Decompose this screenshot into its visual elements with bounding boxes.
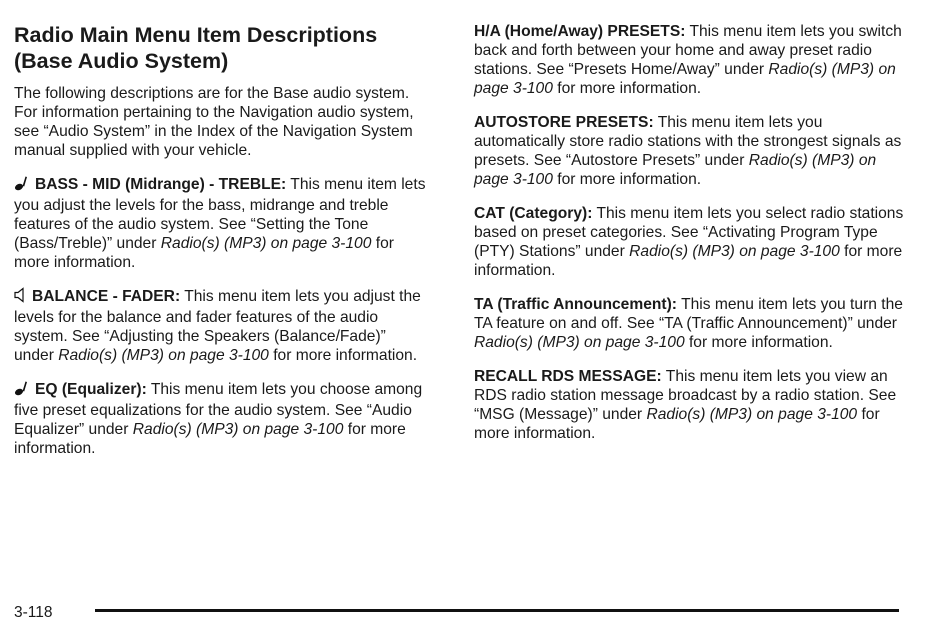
item-label: H/A (Home/Away) PRESETS:	[474, 23, 686, 40]
item-category	[474, 204, 904, 280]
page-title: Radio Main Menu Item Descriptions (Base Audio System)	[14, 23, 378, 73]
item-tail: for more information.	[557, 80, 702, 97]
item-text: This menu item lets you choose among five preset equalizations for the audio system. See “Audio Equalizer” under	[14, 381, 423, 438]
item-tail: for more information.	[474, 406, 880, 442]
item-reference: Radio(s) (MP3) on page 3-100	[160, 235, 372, 252]
item-reference: Radio(s) (MP3) on page 3-100	[474, 152, 877, 188]
item-bass-mid-treble	[14, 175, 426, 272]
item-traffic-announcement	[474, 295, 904, 352]
item-reference: Radio(s) (MP3) on page 3-100	[474, 61, 896, 97]
item-balance-fader	[14, 287, 426, 365]
music-note-icon	[14, 175, 29, 196]
item-home-away-presets	[474, 22, 904, 98]
item-equalizer	[14, 380, 426, 458]
item-reference: Radio(s) (MP3) on page 3-100	[58, 347, 269, 364]
item-tail: for more information.	[688, 334, 833, 351]
item-tail: for more information.	[14, 235, 394, 271]
item-text: This menu item lets you adjust the levels for the bass, midrange and treble features of the audio system. See “Setting the Tone (Bass/Treble)” under	[14, 176, 426, 252]
item-reference: Radio(s) (MP3) on page 3-100	[474, 334, 685, 351]
music-note-icon	[14, 380, 29, 401]
item-tail: for more information.	[474, 243, 903, 279]
item-reference: Radio(s) (MP3) on page 3-100	[132, 421, 344, 438]
item-autostore-presets	[474, 113, 904, 189]
page-number: 3-118	[14, 604, 53, 621]
right-column	[474, 22, 904, 458]
left-column	[14, 22, 426, 473]
item-text: This menu item lets you switch back and forth between your home and away preset radio stations. See “Presets Home/Away” under	[474, 23, 902, 78]
item-label: EQ (Equalizer):	[35, 381, 147, 398]
speaker-icon	[14, 287, 26, 308]
item-label: BALANCE - FADER:	[32, 288, 181, 305]
item-label: AUTOSTORE PRESETS:	[474, 114, 654, 131]
footer-divider	[95, 609, 899, 612]
item-text: This menu item lets you adjust the levels for the balance and fader features of the audio system. See “Adjusting the Speakers (Balance/Fade)” under	[14, 288, 421, 364]
item-label: RECALL RDS MESSAGE:	[474, 368, 662, 385]
item-text: This menu item lets you turn the TA feature on and off. See “TA (Traffic Announcement)” under	[474, 296, 903, 332]
item-label: TA (Traffic Announcement):	[474, 296, 677, 313]
item-recall-rds-message	[474, 367, 904, 443]
item-text: This menu item lets you select radio stations based on preset categories. See “Activating Program Type (PTY) Stations” under	[474, 205, 904, 260]
item-reference: Radio(s) (MP3) on page 3-100	[629, 243, 840, 260]
item-text: This menu item lets you view an RDS radio station message broadcast by a radio station. See “MSG (Message)” under	[474, 368, 897, 423]
intro-paragraph: The following descriptions are for the Base audio system. For information pertaining to the Navigation audio system, see “Audio System” in the Index of the Navigation System manual supplied with your vehicle.	[14, 85, 414, 159]
item-tail: for more information.	[557, 171, 702, 188]
item-label: BASS - MID (Midrange) - TREBLE:	[35, 176, 287, 193]
item-tail: for more information.	[273, 347, 418, 364]
item-label: CAT (Category):	[474, 205, 593, 222]
item-text: This menu item lets you automatically store radio stations with the strongest signals as presets. See “Autostore Presets” under	[474, 114, 902, 169]
item-tail: for more information.	[14, 421, 406, 457]
item-reference: Radio(s) (MP3) on page 3-100	[646, 406, 858, 423]
